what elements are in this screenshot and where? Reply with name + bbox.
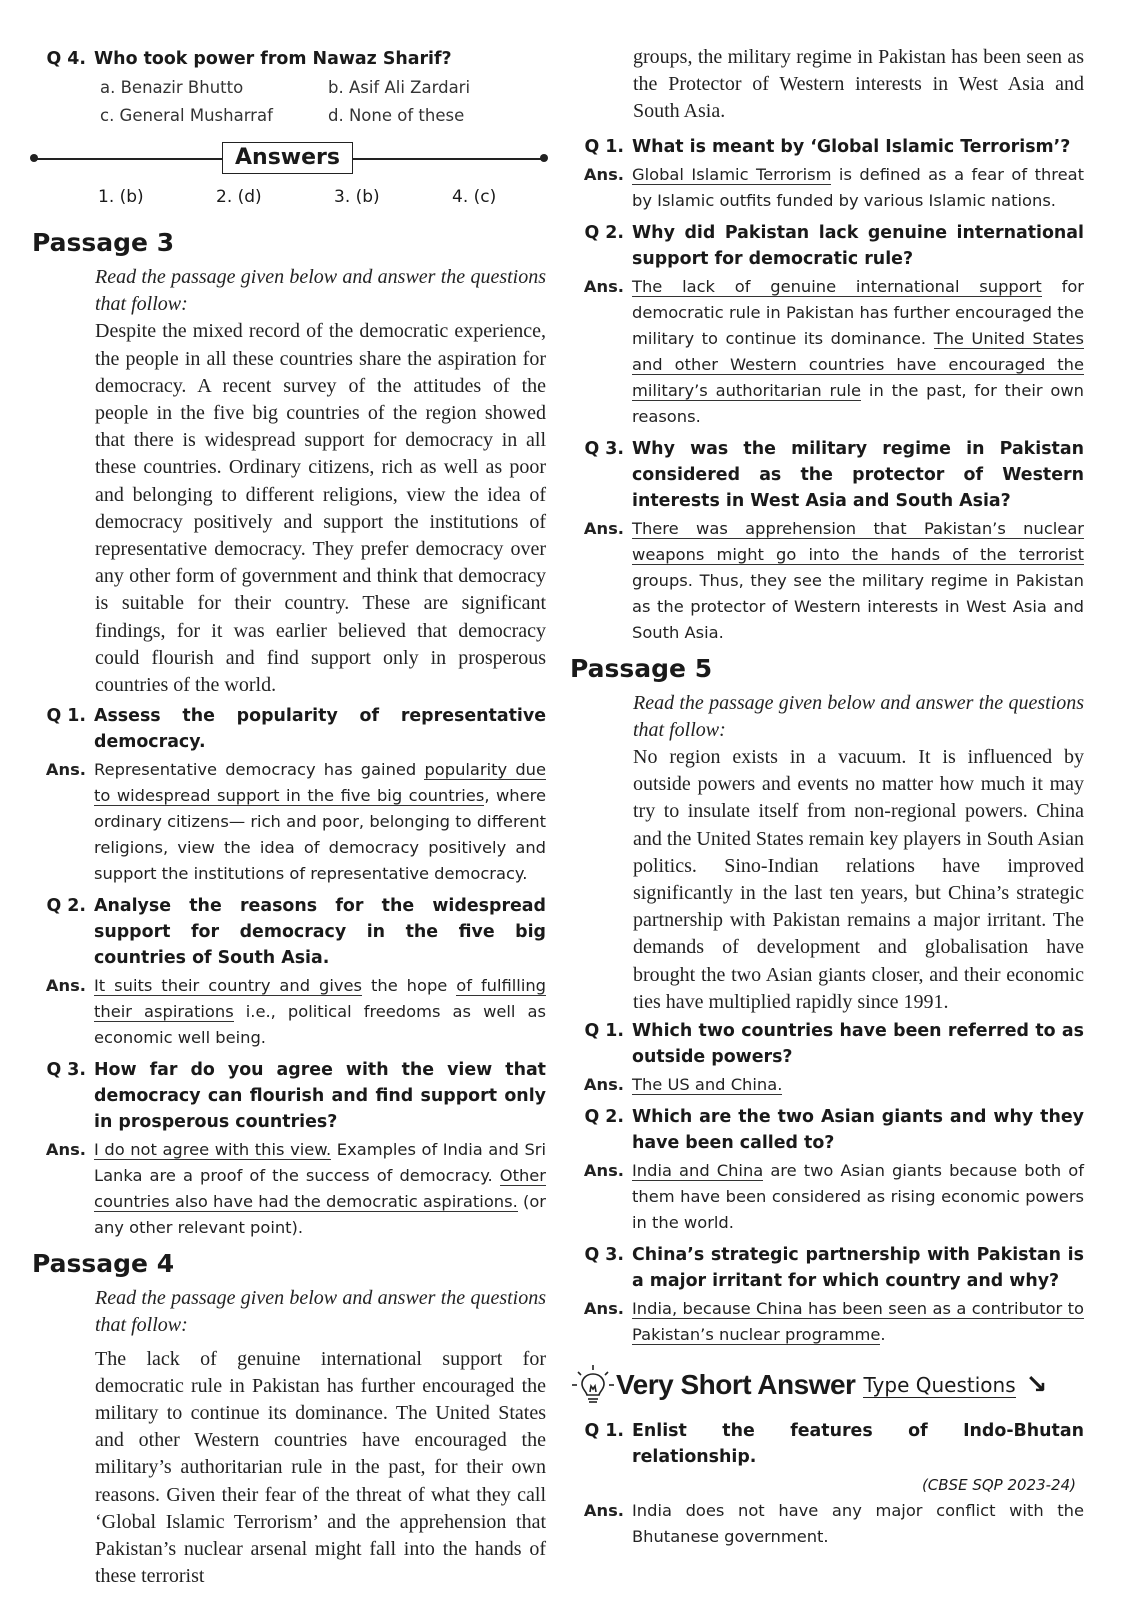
section-subtitle: Type Questions bbox=[863, 1372, 1016, 1397]
answer-part: i.e., political freedoms as well as economic well being. bbox=[94, 1002, 546, 1048]
question-number: Q 1. bbox=[584, 1421, 624, 1442]
answer-part: the hope bbox=[362, 976, 457, 996]
answer-underlined: The United States and other Western countries have encouraged the military’s authoritarian rule bbox=[632, 328, 1084, 400]
answer-label: Ans. bbox=[583, 164, 624, 184]
question-text: Assess the popularity of representative democracy. bbox=[94, 706, 546, 753]
question-4 bbox=[32, 46, 546, 72]
answer-label: Ans. bbox=[583, 1299, 624, 1319]
answer-text bbox=[632, 162, 1084, 214]
answer-part: . bbox=[880, 1325, 886, 1345]
answer-underlined: India and China bbox=[632, 1161, 764, 1181]
answer-text bbox=[94, 1137, 546, 1241]
question-number: Q 1. bbox=[46, 706, 86, 727]
p5-answer-1 bbox=[570, 1072, 1084, 1098]
divider-dot-right bbox=[540, 154, 548, 162]
options-list bbox=[32, 74, 546, 130]
vsa-answer-1 bbox=[570, 1498, 1084, 1550]
answer-part: Representative democracy has gained bbox=[94, 760, 425, 780]
question-text: Which two countries have been referred to as outside powers? bbox=[632, 1021, 1084, 1068]
passage-3-instruction: Read the passage given below and answer the questions that follow: bbox=[95, 266, 546, 316]
question-text: China’s strategic partnership with Pakistan is a major irritant for which country and why? bbox=[632, 1245, 1084, 1292]
answer-label: Ans. bbox=[583, 1075, 624, 1095]
question-text: Who took power from Nawaz Sharif? bbox=[94, 49, 452, 69]
answer-underlined: It suits their country and gives bbox=[94, 976, 363, 996]
option-c: c. General Musharraf bbox=[100, 106, 273, 125]
answer-part: in the past, for their own reasons. bbox=[632, 380, 1084, 426]
answer-label: Ans. bbox=[583, 276, 624, 296]
question-number: Q 2. bbox=[584, 222, 624, 243]
answer-part: for democratic rule in Pakistan has further encouraged the military to continue its dominance. bbox=[632, 276, 1084, 348]
answer-text bbox=[632, 274, 1084, 430]
question-text: Analyse the reasons for the widespread support for democracy in the five big countries of South Asia. bbox=[94, 896, 546, 969]
question-text: Which are the two Asian giants and why they have been called to? bbox=[632, 1107, 1084, 1154]
question-text: Enlist the features of Indo-Bhutan relationship. bbox=[632, 1421, 1084, 1468]
answer-text bbox=[632, 1158, 1084, 1236]
p3-question-1 bbox=[32, 703, 546, 755]
option-d: d. None of these bbox=[328, 106, 465, 125]
vsa-question-1 bbox=[570, 1418, 1084, 1470]
answer-text bbox=[94, 973, 546, 1051]
answer-3: 3. (b) bbox=[334, 187, 380, 207]
answer-4: 4. (c) bbox=[452, 187, 497, 207]
answer-label: Ans. bbox=[45, 1140, 86, 1160]
p4-answer-2 bbox=[570, 274, 1084, 430]
lightbulb-icon bbox=[570, 1362, 616, 1408]
answer-underlined: of fulfilling their aspirations bbox=[94, 976, 546, 1022]
very-short-answer-heading bbox=[570, 1362, 1084, 1408]
answer-2: 2. (d) bbox=[216, 187, 262, 207]
answer-part: groups. Thus, they see the military regime in Pakistan as the protector of Western interests in West Asia and South Asia. bbox=[632, 570, 1084, 642]
passage-5-text: No region exists in a vacuum. It is influenced by outside powers and events no matter how much it may try to insulate itself from non-regional powers. China and the United States remain key players in South Asian politics. Sino-Indian relations have improved significantly in the last ten years, but China’s strategic partnership with Pakistan remains a major irritant. The demands of development and globalisation have brought the two Asian giants closer, and their economic ties have multiplied rapidly since 1991. bbox=[633, 746, 1084, 1013]
p5-question-2 bbox=[570, 1104, 1084, 1156]
p4-question-1 bbox=[570, 134, 1084, 160]
question-number: Q 3. bbox=[46, 1060, 86, 1081]
answers-heading: Answers bbox=[222, 142, 353, 174]
section-title: Very Short Answer bbox=[616, 1369, 856, 1401]
answer-part: (or any other relevant point). bbox=[94, 1192, 547, 1238]
p3-answer-2 bbox=[32, 973, 546, 1051]
answer-underlined: popularity due to widespread support in the five big countries bbox=[94, 760, 546, 806]
question-number: Q 2. bbox=[46, 896, 86, 917]
question-text: Why did Pakistan lack genuine international support for democratic rule? bbox=[632, 222, 1084, 269]
answer-underlined: There was apprehension that Pakistan’s nuclear weapons might go into the hands of the terrorist bbox=[632, 518, 1084, 564]
p4-answer-3 bbox=[570, 516, 1084, 646]
p5-answer-2 bbox=[570, 1158, 1084, 1236]
answer-underlined: India, because China has been seen as a contributor to Pakistan’s nuclear programme bbox=[632, 1299, 1084, 1345]
question-number: Q 4. bbox=[46, 49, 86, 69]
answers-row bbox=[32, 184, 546, 210]
p5-question-3 bbox=[570, 1242, 1084, 1294]
p4-question-2 bbox=[570, 220, 1084, 272]
passage-4-continued: groups, the military regime in Pakistan has been seen as the Protector of Western interests in West Asia and South Asia. bbox=[633, 46, 1084, 123]
answer-label: Ans. bbox=[45, 760, 86, 780]
answer-text bbox=[94, 757, 546, 887]
passage-4-instruction: Read the passage given below and answer the questions that follow: bbox=[95, 1287, 546, 1337]
answer-part: , where ordinary citizens— rich and poor, belonging to different religions, view the idea of democracy positively and support the institutions of representative democracy. bbox=[94, 786, 546, 884]
answer-1: 1. (b) bbox=[98, 187, 144, 207]
passage-3-title: Passage 3 bbox=[32, 228, 175, 257]
answers-divider bbox=[32, 142, 546, 176]
answer-text bbox=[632, 1072, 1084, 1098]
question-text: Why was the military regime in Pakistan considered as the protector of Western interests in West Asia and South Asia? bbox=[632, 438, 1084, 511]
question-number: Q 3. bbox=[584, 438, 624, 459]
answer-text bbox=[632, 516, 1084, 646]
answer-underlined: The lack of genuine international support bbox=[632, 276, 1042, 296]
answer-label: Ans. bbox=[583, 1161, 624, 1181]
p5-answer-3 bbox=[570, 1296, 1084, 1348]
p4-question-3 bbox=[570, 436, 1084, 514]
question-source: (CBSE SQP 2023-24) bbox=[921, 1476, 1076, 1495]
answer-label: Ans. bbox=[583, 518, 624, 538]
p3-answer-1 bbox=[32, 757, 546, 887]
answer-underlined: Global Islamic Terrorism bbox=[632, 164, 832, 184]
question-text: How far do you agree with the view that democracy can flourish and find support only in prosperous countries? bbox=[94, 1060, 546, 1133]
answer-underlined: Other countries also have had the democratic aspirations. bbox=[94, 1166, 546, 1212]
answer-part: are two Asian giants because both of them have been considered as rising economic powers in the world. bbox=[632, 1161, 1085, 1233]
passage-4-text: The lack of genuine international support for democratic rule in Pakistan has further encouraged the military to continue its dominance. The United States and other Western countries have encouraged the military’s authoritarian rule in the past, for their own reasons. Given their fear of the threat of what they call ‘Global Islamic Terrorism’ and the apprehension that Pakistan’s nuclear arsenal might fall into the hands of these terrorist bbox=[95, 1347, 546, 1588]
left-column bbox=[32, 44, 546, 1590]
question-text: What is meant by ‘Global Islamic Terrorism’? bbox=[632, 136, 1071, 157]
passage-3-text: Despite the mixed record of the democratic experience, the people in all these countries share the aspiration for democracy. A recent survey of the attitudes of the people in the five big countries of the region showed that there is widespread support for democracy in all these countries. Ordinary citizens, rich as well as poor and belonging to different religions, view the idea of democracy positively and support the institutions of representative democracy. They prefer democracy over any other form of government and think that democracy is suitable for their country. These are significant findings, for it was earlier believed that democracy could flourish and find support only in prosperous countries of the world. bbox=[95, 320, 546, 697]
question-number: Q 1. bbox=[584, 136, 624, 157]
question-number: Q 2. bbox=[584, 1107, 624, 1128]
option-a: a. Benazir Bhutto bbox=[100, 78, 244, 97]
p3-question-2 bbox=[32, 893, 546, 971]
answer-underlined: I do not agree with this view. bbox=[94, 1140, 332, 1160]
passage-4-title: Passage 4 bbox=[32, 1249, 175, 1279]
passage-5-instruction: Read the passage given below and answer the questions that follow: bbox=[633, 691, 1084, 741]
p4-answer-1 bbox=[570, 162, 1084, 214]
answer-label: Ans. bbox=[45, 976, 86, 996]
answer-text: India does not have any major conflict with the Bhutanese government. bbox=[632, 1501, 1084, 1547]
p3-answer-3 bbox=[32, 1137, 546, 1241]
answer-part: Examples of India and Sri Lanka are a proof of the success of democracy. bbox=[94, 1140, 547, 1186]
answer-part: is defined as a fear of threat by Islamic outfits funded by various Islamic nations. bbox=[632, 164, 1084, 210]
question-number: Q 1. bbox=[584, 1021, 624, 1042]
question-number: Q 3. bbox=[584, 1245, 624, 1266]
option-b: b. Asif Ali Zardari bbox=[328, 78, 471, 97]
answer-label: Ans. bbox=[583, 1501, 624, 1521]
divider-dot-left bbox=[30, 154, 38, 162]
right-column bbox=[570, 44, 1084, 1556]
p3-question-3 bbox=[32, 1057, 546, 1135]
passage-5-title: Passage 5 bbox=[570, 653, 713, 683]
arrow-down-right-icon: ↘ bbox=[1025, 1370, 1048, 1401]
answer-text bbox=[632, 1296, 1084, 1348]
answer-underlined: The US and China. bbox=[632, 1075, 783, 1095]
p5-question-1 bbox=[570, 1018, 1084, 1070]
